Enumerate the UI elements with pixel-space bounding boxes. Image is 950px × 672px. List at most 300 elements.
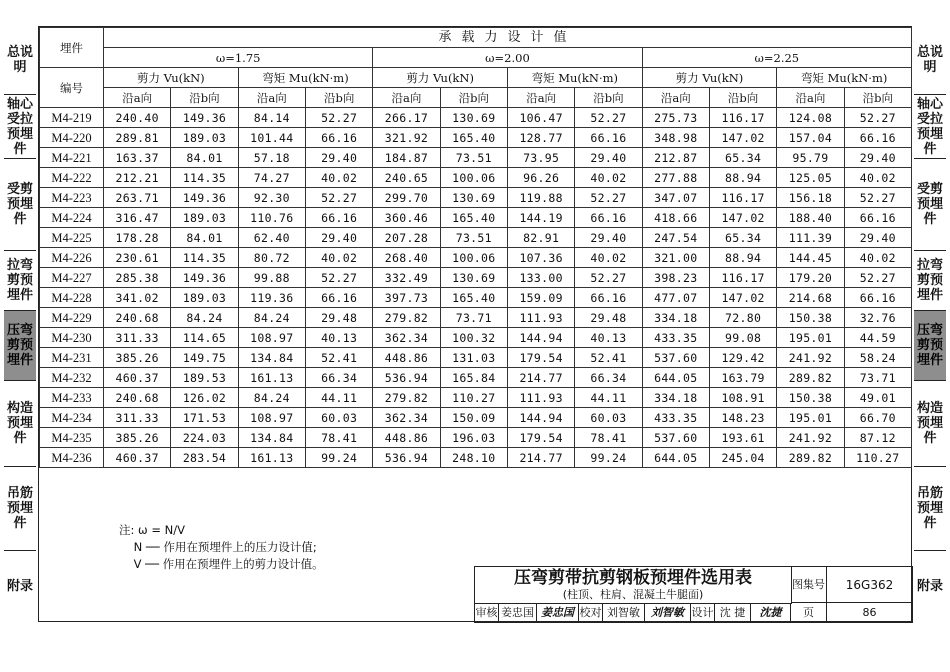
atlas-label: 图集号	[791, 567, 827, 603]
dir-b-header: 沿b向	[844, 88, 911, 108]
design-label: 设计	[691, 603, 715, 623]
value-cell: 321.00	[642, 248, 709, 268]
value-cell: 165.40	[440, 128, 507, 148]
embed-id-cell: M4-227	[40, 268, 104, 288]
value-cell: 184.87	[373, 148, 440, 168]
value-cell: 189.03	[171, 208, 238, 228]
value-cell: 52.27	[844, 108, 911, 128]
value-cell: 179.54	[507, 428, 574, 448]
value-cell: 66.16	[575, 208, 642, 228]
value-cell: 189.03	[171, 288, 238, 308]
value-cell: 348.98	[642, 128, 709, 148]
value-cell: 128.77	[507, 128, 574, 148]
note-line: 注: ω = N/V	[119, 523, 185, 537]
embed-id-cell: M4-236	[40, 448, 104, 468]
value-cell: 29.40	[844, 228, 911, 248]
left-sidebar-tab-3[interactable]	[4, 158, 36, 250]
tab-label: 附录	[6, 579, 33, 594]
value-cell: 114.35	[171, 168, 238, 188]
tab-label: 拉弯剪预埋件	[916, 258, 943, 303]
value-cell: 84.24	[171, 308, 238, 328]
value-cell: 110.27	[844, 448, 911, 468]
dir-a-header: 沿a向	[104, 88, 171, 108]
value-cell: 360.46	[373, 208, 440, 228]
value-cell: 268.40	[373, 248, 440, 268]
embed-id-cell: M4-223	[40, 188, 104, 208]
left-sidebar-tab-8[interactable]	[4, 550, 36, 622]
value-cell: 460.37	[104, 368, 171, 388]
value-cell: 114.35	[171, 248, 238, 268]
right-sidebar-tab-6[interactable]	[914, 380, 946, 466]
value-cell: 224.03	[171, 428, 238, 448]
dir-a-header: 沿a向	[777, 88, 844, 108]
review-signature: 姜忠国	[537, 603, 579, 623]
embed-id-cell: M4-228	[40, 288, 104, 308]
value-cell: 52.41	[305, 348, 372, 368]
shear-header-2: 剪力 Vu(kN)	[373, 68, 508, 88]
value-cell: 52.27	[844, 268, 911, 288]
value-cell: 397.73	[373, 288, 440, 308]
atlas-number: 16G362	[827, 567, 913, 603]
value-cell: 644.05	[642, 368, 709, 388]
value-cell: 131.03	[440, 348, 507, 368]
title-block	[474, 566, 913, 623]
value-cell: 60.03	[305, 408, 372, 428]
note-line: N ── 作用在预埋件上的压力设计值;	[119, 540, 317, 554]
left-sidebar-nav	[4, 26, 36, 622]
value-cell: 207.28	[373, 228, 440, 248]
design-signature: 沈捷	[751, 603, 791, 623]
embed-id-cell: M4-219	[40, 108, 104, 128]
value-cell: 111.39	[777, 228, 844, 248]
value-cell: 66.70	[844, 408, 911, 428]
value-cell: 245.04	[709, 448, 776, 468]
value-cell: 179.54	[507, 348, 574, 368]
value-cell: 144.94	[507, 408, 574, 428]
tab-label: 压弯剪预埋件	[916, 323, 943, 368]
value-cell: 40.13	[575, 328, 642, 348]
value-cell: 279.82	[373, 308, 440, 328]
value-cell: 66.16	[305, 128, 372, 148]
value-cell: 165.40	[440, 288, 507, 308]
value-cell: 171.53	[171, 408, 238, 428]
value-cell: 536.94	[373, 448, 440, 468]
tab-label: 拉弯剪预埋件	[6, 258, 33, 303]
value-cell: 52.27	[575, 108, 642, 128]
value-cell: 66.16	[305, 288, 372, 308]
value-cell: 263.71	[104, 188, 171, 208]
left-sidebar-tab-2[interactable]	[4, 94, 36, 158]
moment-header-2: 弯矩 Mu(kN·m)	[507, 68, 642, 88]
value-cell: 460.37	[104, 448, 171, 468]
value-cell: 40.02	[305, 168, 372, 188]
embed-id-cell: M4-225	[40, 228, 104, 248]
value-cell: 88.94	[709, 168, 776, 188]
tab-label: 轴心受拉预埋件	[6, 96, 33, 157]
value-cell: 84.01	[171, 148, 238, 168]
left-sidebar-tab-7[interactable]	[4, 466, 36, 550]
value-cell: 214.68	[777, 288, 844, 308]
tab-label: 受剪预埋件	[916, 182, 943, 227]
value-cell: 108.91	[709, 388, 776, 408]
value-cell: 29.40	[575, 148, 642, 168]
right-sidebar-tab-7[interactable]	[914, 466, 946, 550]
table-row	[40, 348, 912, 368]
page-label: 页	[791, 603, 827, 623]
check-signature: 刘智敏	[645, 603, 691, 623]
value-cell: 398.23	[642, 268, 709, 288]
value-cell: 433.35	[642, 408, 709, 428]
right-sidebar-tab-2[interactable]	[914, 94, 946, 158]
value-cell: 74.27	[238, 168, 305, 188]
value-cell: 149.75	[171, 348, 238, 368]
embed-id-cell: M4-220	[40, 128, 104, 148]
value-cell: 40.02	[844, 168, 911, 188]
value-cell: 80.72	[238, 248, 305, 268]
value-cell: 101.44	[238, 128, 305, 148]
value-cell: 159.09	[507, 288, 574, 308]
dir-b-header: 沿b向	[709, 88, 776, 108]
table-row	[40, 108, 912, 128]
value-cell: 275.73	[642, 108, 709, 128]
table-row	[40, 268, 912, 288]
value-cell: 537.60	[642, 348, 709, 368]
review-label: 审核	[475, 603, 499, 623]
table-row	[40, 328, 912, 348]
sheet-title: 压弯剪带抗剪钢板预埋件选用表	[514, 568, 752, 588]
value-cell: 116.17	[709, 108, 776, 128]
value-cell: 66.16	[844, 208, 911, 228]
value-cell: 362.34	[373, 408, 440, 428]
table-row	[40, 128, 912, 148]
omega-header-3: ω=2.25	[642, 48, 911, 68]
value-cell: 29.40	[575, 228, 642, 248]
shear-header-1: 剪力 Vu(kN)	[104, 68, 239, 88]
value-cell: 88.94	[709, 248, 776, 268]
sheet-subtitle: (柱顶、柱肩、混凝土牛腿面)	[562, 588, 704, 601]
embed-id-cell: M4-226	[40, 248, 104, 268]
value-cell: 99.88	[238, 268, 305, 288]
value-cell: 536.94	[373, 368, 440, 388]
dir-b-header: 沿b向	[440, 88, 507, 108]
value-cell: 150.09	[440, 408, 507, 428]
value-cell: 40.02	[844, 248, 911, 268]
value-cell: 32.76	[844, 308, 911, 328]
moment-header-1: 弯矩 Mu(kN·m)	[238, 68, 373, 88]
right-sidebar-tab-3[interactable]	[914, 158, 946, 250]
value-cell: 73.95	[507, 148, 574, 168]
value-cell: 283.54	[171, 448, 238, 468]
value-cell: 66.16	[844, 288, 911, 308]
dir-b-header: 沿b向	[171, 88, 238, 108]
value-cell: 66.16	[575, 288, 642, 308]
value-cell: 73.51	[440, 148, 507, 168]
value-cell: 433.35	[642, 328, 709, 348]
table-row	[40, 308, 912, 328]
value-cell: 157.04	[777, 128, 844, 148]
value-cell: 126.02	[171, 388, 238, 408]
value-cell: 84.24	[238, 388, 305, 408]
value-cell: 189.53	[171, 368, 238, 388]
page-number: 86	[827, 603, 913, 623]
value-cell: 147.02	[709, 208, 776, 228]
value-cell: 418.66	[642, 208, 709, 228]
value-cell: 116.17	[709, 188, 776, 208]
value-cell: 196.03	[440, 428, 507, 448]
capacity-header: 承载力设计值	[104, 28, 912, 48]
notes	[119, 522, 324, 573]
value-cell: 119.88	[507, 188, 574, 208]
value-cell: 149.36	[171, 188, 238, 208]
embed-id-cell: M4-234	[40, 408, 104, 428]
value-cell: 240.65	[373, 168, 440, 188]
value-cell: 62.40	[238, 228, 305, 248]
value-cell: 29.40	[305, 228, 372, 248]
value-cell: 44.11	[575, 388, 642, 408]
tab-label: 构造预埋件	[916, 401, 943, 446]
embed-id-cell: M4-224	[40, 208, 104, 228]
tab-label: 吊筋预埋件	[6, 486, 33, 531]
value-cell: 29.48	[305, 308, 372, 328]
value-cell: 448.86	[373, 348, 440, 368]
value-cell: 66.34	[575, 368, 642, 388]
value-cell: 195.01	[777, 408, 844, 428]
embed-id-cell: M4-222	[40, 168, 104, 188]
value-cell: 99.08	[709, 328, 776, 348]
table-row	[40, 408, 912, 428]
value-cell: 189.03	[171, 128, 238, 148]
dir-a-header: 沿a向	[642, 88, 709, 108]
value-cell: 72.80	[709, 308, 776, 328]
note-line: V ── 作用在预埋件上的剪力设计值。	[119, 557, 324, 571]
value-cell: 277.88	[642, 168, 709, 188]
value-cell: 144.45	[777, 248, 844, 268]
value-cell: 40.02	[575, 168, 642, 188]
table-row	[40, 388, 912, 408]
value-cell: 125.05	[777, 168, 844, 188]
value-cell: 29.48	[575, 308, 642, 328]
right-sidebar-nav	[914, 26, 946, 622]
value-cell: 156.18	[777, 188, 844, 208]
embed-id-cell: M4-229	[40, 308, 104, 328]
value-cell: 321.92	[373, 128, 440, 148]
value-cell: 66.16	[844, 128, 911, 148]
value-cell: 163.79	[709, 368, 776, 388]
value-cell: 644.05	[642, 448, 709, 468]
main-sheet	[38, 26, 912, 622]
value-cell: 178.28	[104, 228, 171, 248]
value-cell: 299.70	[373, 188, 440, 208]
tab-label: 构造预埋件	[6, 401, 33, 446]
value-cell: 78.41	[305, 428, 372, 448]
embed-id-cell: M4-230	[40, 328, 104, 348]
value-cell: 130.69	[440, 108, 507, 128]
table-row	[40, 248, 912, 268]
value-cell: 108.97	[238, 328, 305, 348]
value-cell: 65.34	[709, 148, 776, 168]
value-cell: 40.13	[305, 328, 372, 348]
table-row	[40, 168, 912, 188]
embed-id-cell: M4-235	[40, 428, 104, 448]
value-cell: 129.42	[709, 348, 776, 368]
value-cell: 73.71	[440, 308, 507, 328]
value-cell: 150.38	[777, 388, 844, 408]
embed-header: 埋件	[40, 28, 104, 68]
value-cell: 279.82	[373, 388, 440, 408]
value-cell: 448.86	[373, 428, 440, 448]
value-cell: 78.41	[575, 428, 642, 448]
value-cell: 107.36	[507, 248, 574, 268]
value-cell: 52.41	[575, 348, 642, 368]
value-cell: 148.23	[709, 408, 776, 428]
value-cell: 240.40	[104, 108, 171, 128]
value-cell: 385.26	[104, 348, 171, 368]
tab-label: 压弯剪预埋件	[6, 323, 33, 368]
value-cell: 212.87	[642, 148, 709, 168]
table-row	[40, 188, 912, 208]
value-cell: 165.40	[440, 208, 507, 228]
value-cell: 60.03	[575, 408, 642, 428]
value-cell: 289.82	[777, 368, 844, 388]
value-cell: 49.01	[844, 388, 911, 408]
design-name: 沈 捷	[715, 603, 751, 623]
right-sidebar-tab-5[interactable]	[914, 310, 946, 380]
review-name: 姜忠国	[499, 603, 537, 623]
dir-b-header: 沿b向	[305, 88, 372, 108]
value-cell: 110.27	[440, 388, 507, 408]
value-cell: 161.13	[238, 368, 305, 388]
value-cell: 134.84	[238, 348, 305, 368]
value-cell: 266.17	[373, 108, 440, 128]
value-cell: 144.94	[507, 328, 574, 348]
left-sidebar-tab-6[interactable]	[4, 380, 36, 466]
omega-header-2: ω=2.00	[373, 48, 642, 68]
moment-header-3: 弯矩 Mu(kN·m)	[777, 68, 912, 88]
value-cell: 385.26	[104, 428, 171, 448]
value-cell: 52.27	[844, 188, 911, 208]
value-cell: 111.93	[507, 308, 574, 328]
value-cell: 130.69	[440, 188, 507, 208]
table-row	[40, 448, 912, 468]
value-cell: 82.91	[507, 228, 574, 248]
value-cell: 311.33	[104, 328, 171, 348]
table-row	[40, 288, 912, 308]
value-cell: 40.02	[575, 248, 642, 268]
value-cell: 147.02	[709, 128, 776, 148]
value-cell: 73.51	[440, 228, 507, 248]
tab-label: 吊筋预埋件	[916, 486, 943, 531]
value-cell: 477.07	[642, 288, 709, 308]
check-label: 校对	[579, 603, 603, 623]
left-sidebar-tab-1[interactable]	[4, 26, 36, 94]
table-row	[40, 368, 912, 388]
value-cell: 66.16	[305, 208, 372, 228]
value-cell: 247.54	[642, 228, 709, 248]
value-cell: 193.61	[709, 428, 776, 448]
value-cell: 44.11	[305, 388, 372, 408]
value-cell: 110.76	[238, 208, 305, 228]
value-cell: 29.40	[844, 148, 911, 168]
sheet-title-box	[475, 567, 792, 604]
dir-b-header: 沿b向	[575, 88, 642, 108]
value-cell: 100.06	[440, 168, 507, 188]
omega-header-1: ω=1.75	[104, 48, 373, 68]
value-cell: 52.27	[575, 188, 642, 208]
embed-id-cell: M4-232	[40, 368, 104, 388]
table-row	[40, 228, 912, 248]
value-cell: 241.92	[777, 428, 844, 448]
value-cell: 58.24	[844, 348, 911, 368]
right-sidebar-tab-4[interactable]	[914, 250, 946, 310]
value-cell: 163.37	[104, 148, 171, 168]
value-cell: 285.38	[104, 268, 171, 288]
value-cell: 44.59	[844, 328, 911, 348]
value-cell: 66.16	[575, 128, 642, 148]
value-cell: 108.97	[238, 408, 305, 428]
value-cell: 99.24	[575, 448, 642, 468]
value-cell: 240.68	[104, 308, 171, 328]
value-cell: 92.30	[238, 188, 305, 208]
value-cell: 149.36	[171, 268, 238, 288]
value-cell: 52.27	[305, 108, 372, 128]
value-cell: 240.68	[104, 388, 171, 408]
table-row	[40, 148, 912, 168]
value-cell: 537.60	[642, 428, 709, 448]
tab-label: 受剪预埋件	[6, 182, 33, 227]
value-cell: 149.36	[171, 108, 238, 128]
left-sidebar-tab-4[interactable]	[4, 250, 36, 310]
value-cell: 311.33	[104, 408, 171, 428]
value-cell: 347.07	[642, 188, 709, 208]
value-cell: 289.81	[104, 128, 171, 148]
right-sidebar-tab-8[interactable]	[914, 550, 946, 622]
tab-label: 总说明	[6, 45, 33, 75]
value-cell: 52.27	[575, 268, 642, 288]
value-cell: 214.77	[507, 368, 574, 388]
value-cell: 87.12	[844, 428, 911, 448]
value-cell: 230.61	[104, 248, 171, 268]
value-cell: 165.84	[440, 368, 507, 388]
value-cell: 57.18	[238, 148, 305, 168]
value-cell: 334.18	[642, 308, 709, 328]
value-cell: 289.82	[777, 448, 844, 468]
value-cell: 106.47	[507, 108, 574, 128]
value-cell: 116.17	[709, 268, 776, 288]
value-cell: 84.14	[238, 108, 305, 128]
value-cell: 84.24	[238, 308, 305, 328]
value-cell: 100.32	[440, 328, 507, 348]
value-cell: 195.01	[777, 328, 844, 348]
value-cell: 114.65	[171, 328, 238, 348]
value-cell: 111.93	[507, 388, 574, 408]
dir-a-header: 沿a向	[238, 88, 305, 108]
value-cell: 144.19	[507, 208, 574, 228]
value-cell: 241.92	[777, 348, 844, 368]
value-cell: 362.34	[373, 328, 440, 348]
value-cell: 100.06	[440, 248, 507, 268]
value-cell: 119.36	[238, 288, 305, 308]
left-sidebar-tab-5[interactable]	[4, 310, 36, 380]
value-cell: 188.40	[777, 208, 844, 228]
value-cell: 341.02	[104, 288, 171, 308]
value-cell: 147.02	[709, 288, 776, 308]
embed-id-cell: M4-221	[40, 148, 104, 168]
value-cell: 99.24	[305, 448, 372, 468]
number-header: 编号	[40, 68, 104, 108]
value-cell: 248.10	[440, 448, 507, 468]
value-cell: 133.00	[507, 268, 574, 288]
right-sidebar-tab-1[interactable]	[914, 26, 946, 94]
